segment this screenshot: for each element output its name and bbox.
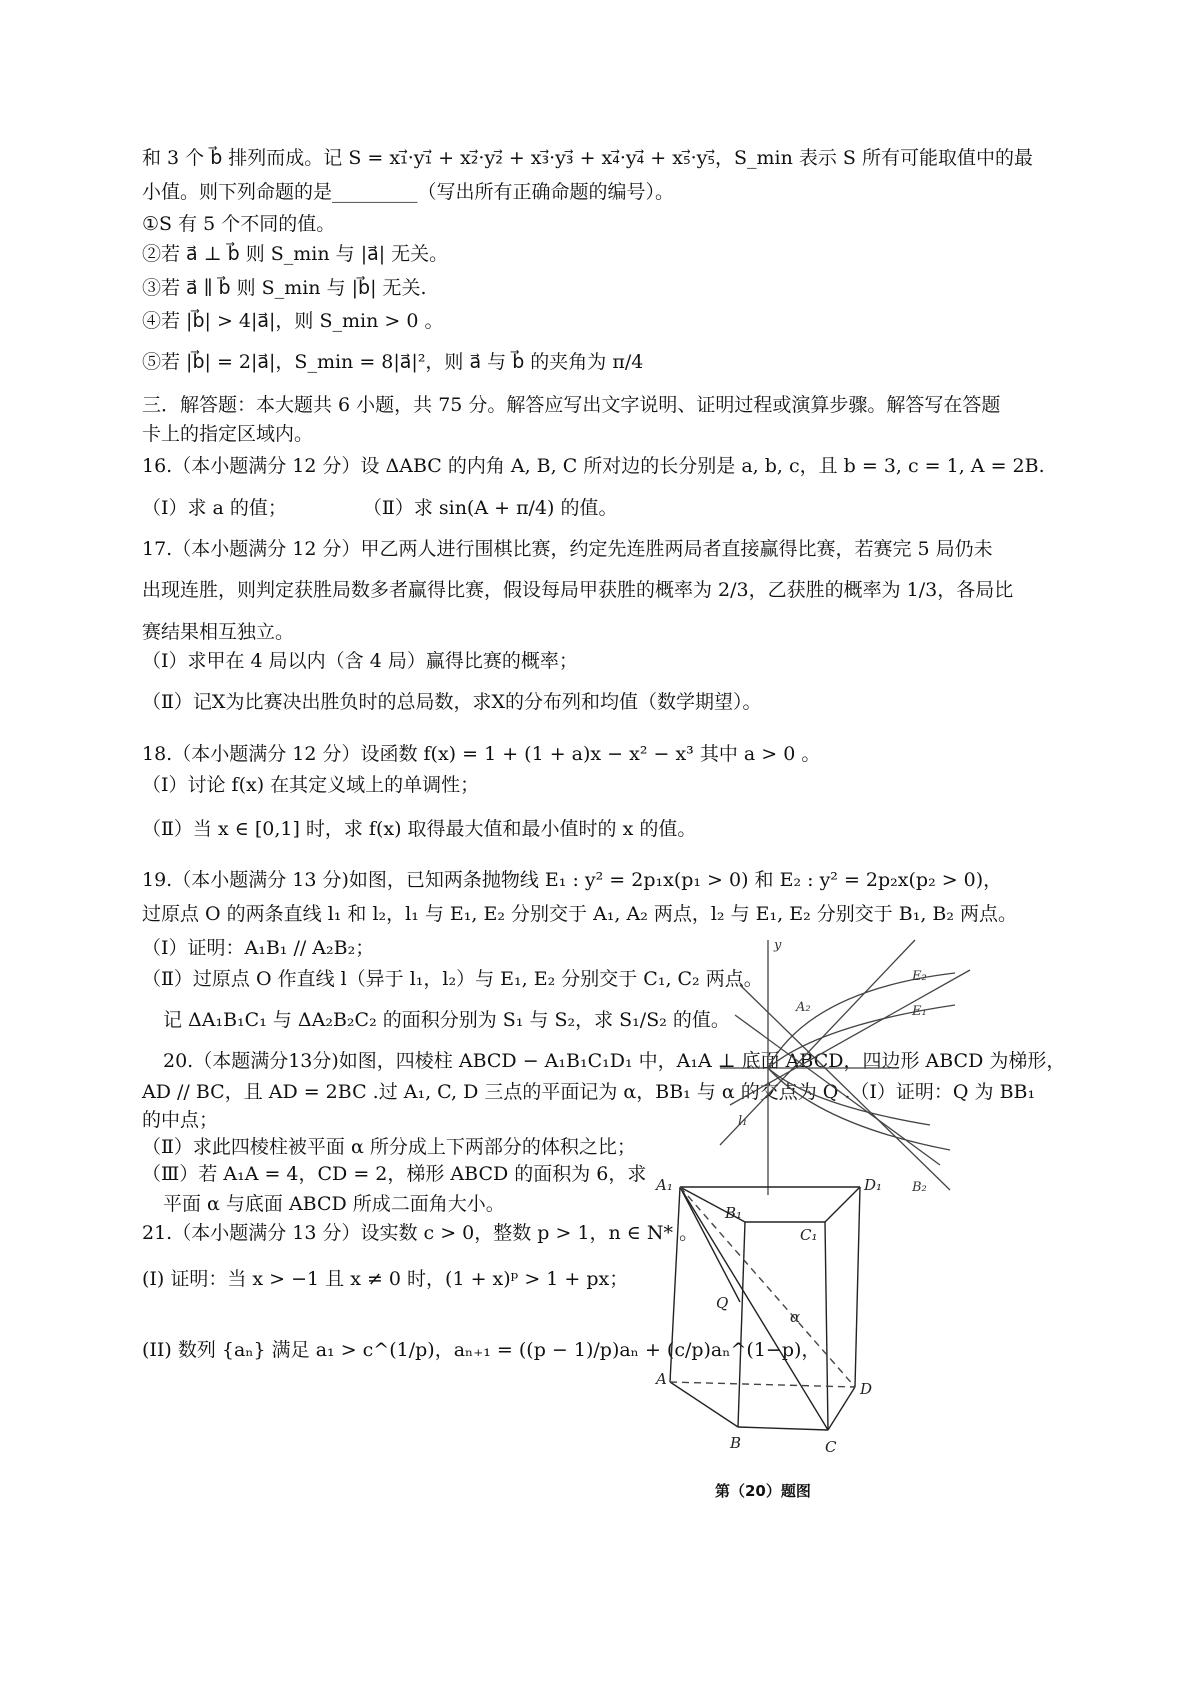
figure-20-caption: 第（20）题图 <box>715 1482 811 1500</box>
fig19-label-e1: E₁ <box>912 1004 927 1019</box>
q20-line-1: 20.（本题满分13分)如图，四棱柱 ABCD − A₁B₁C₁D₁ 中，A₁A ⊥ 底面 ABCD，四边形 ABCD 为梯形， <box>163 1050 1066 1072</box>
figure-20-prism <box>650 1162 920 1472</box>
q18-part-1: （Ⅰ）讨论 f(x) 在其定义域上的单调性； <box>142 774 480 796</box>
option-1: ①S 有 5 个不同的值。 <box>142 213 336 235</box>
q17-line-3: 赛结果相互独立。 <box>142 621 295 643</box>
q16: 16.（本小题满分 12 分）设 ΔABC 的内角 A, B, C 所对边的长分别是 a, b, c，且 b = 3, c = 1, A = 2B. <box>142 455 1045 477</box>
q16-subparts: （Ⅰ）求 a 的值； （Ⅱ）求 sin(A + π/4) 的值。 <box>142 497 618 519</box>
q21-part-1: (I) 证明：当 x > −1 且 x ≠ 0 时，(1 + x)ᵖ > 1 + px； <box>142 1268 629 1290</box>
fig19-label-l1: l₁ <box>738 1114 748 1129</box>
q20-line-2: AD // BC，且 AD = 2BC .过 A₁, C, D 三点的平面记为 α，BB₁ 与 α 的交点为 Q .（Ⅰ）证明：Q 为 BB₁ <box>142 1081 1036 1103</box>
fig20-label-d: D <box>860 1380 873 1398</box>
fig20-label-c: C <box>825 1438 837 1456</box>
q19-part-1: （Ⅰ）证明：A₁B₁ // A₂B₂； <box>142 937 375 959</box>
fig20-label-q: Q <box>716 1294 729 1312</box>
figure-19-parabolas <box>700 935 975 1200</box>
section-3-line-2: 卡上的指定区域内。 <box>142 423 314 445</box>
q21-part-2: (II) 数列 {aₙ} 满足 a₁ > c^(1/p)，aₙ₊₁ = ((p − 1)/p)aₙ + (c/p)aₙ^(1−p)， <box>142 1339 821 1361</box>
q20-part-2: （Ⅱ）求此四棱柱被平面 α 所分成上下两部分的体积之比； <box>142 1136 636 1158</box>
q19-line-2: 过原点 O 的两条直线 l₁ 和 l₂，l₁ 与 E₁, E₂ 分别交于 A₁, A₂ 两点，l₂ 与 E₁, E₂ 分别交于 B₁, B₂ 两点。 <box>142 903 1018 925</box>
fig20-label-alpha: α <box>790 1308 801 1326</box>
option-3: ③若 a⃗ ∥ b⃗ 则 S_min 与 |b⃗| 无关. <box>142 277 427 299</box>
fig20-label-a: A <box>656 1370 667 1388</box>
fig20-label-a1: A₁ <box>656 1176 673 1194</box>
q17-line-1: 17.（本小题满分 12 分）甲乙两人进行围棋比赛，约定先连胜两局者直接赢得比赛，若赛完 5 局仍未 <box>142 538 993 560</box>
fig19-label-b2: B₂ <box>912 1180 927 1195</box>
q20-line-3: 的中点； <box>142 1109 219 1131</box>
q17-line-2: 出现连胜，则判定获胜局数多者赢得比赛，假设每局甲获胜的概率为 2/3，乙获胜的概率为 1/3，各局比 <box>142 579 1014 601</box>
fig20-label-c1: C₁ <box>800 1226 818 1244</box>
q17-part-1: （Ⅰ）求甲在 4 局以内（含 4 局）赢得比赛的概率； <box>142 650 578 672</box>
q17-part-2: （Ⅱ）记X为比赛决出胜负时的总局数，求X的分布列和均值（数学期望）。 <box>142 691 762 713</box>
q18-part-2: （Ⅱ）当 x ∈ [0,1] 时，求 f(x) 取得最大值和最小值时的 x 的值。 <box>142 818 697 840</box>
q19-part-2: （Ⅱ）过原点 O 作直线 l（异于 l₁，l₂）与 E₁, E₂ 分别交于 C₁, C₂ 两点。 <box>142 968 763 990</box>
q20-part-3: （Ⅲ）若 A₁A = 4，CD = 2，梯形 ABCD 的面积为 6，求 <box>142 1163 647 1185</box>
section-3-line-1: 三．解答题：本大题共 6 小题，共 75 分。解答应写出文字说明、证明过程或演算步骤。解答写在答题 <box>142 394 1001 416</box>
fig19-label-e2: E₂ <box>912 969 927 984</box>
p15-line-2: 小值。则下列命题的是_________（写出所有正确命题的编号）。 <box>142 181 675 203</box>
fig19-label-a2: A₂ <box>796 1000 811 1015</box>
q19-line-3: 记 ΔA₁B₁C₁ 与 ΔA₂B₂C₂ 的面积分别为 S₁ 与 S₂，求 S₁/S₂ 的值。 <box>163 1009 730 1031</box>
option-4: ④若 |b⃗| > 4|a⃗|，则 S_min > 0 。 <box>142 310 444 332</box>
p15-line-1: 和 3 个 b⃗ 排列而成。记 S = x₁⃗·y₁⃗ + x₂⃗·y₂⃗ + x₃⃗·y₃⃗ + x₄⃗·y₄⃗ + x₅⃗·y₅⃗，S_min 表示 S 所有可能取值中的最 <box>142 147 1033 169</box>
fig20-label-b: B <box>730 1434 742 1452</box>
fig19-label-y: y <box>774 938 782 953</box>
q21: 21.（本小题满分 13 分）设实数 c > 0，整数 p > 1，n ∈ N* 。 <box>142 1222 699 1244</box>
q19-line-1: 19.（本小题满分 13 分)如图，已知两条抛物线 E₁ : y² = 2p₁x(p₁ > 0) 和 E₂ : y² = 2p₂x(p₂ > 0)， <box>142 869 1003 891</box>
q20-line-4: 平面 α 与底面 ABCD 所成二面角大小。 <box>163 1193 505 1215</box>
option-2: ②若 a⃗ ⊥ b⃗ 则 S_min 与 |a⃗| 无关。 <box>142 243 449 265</box>
fig20-label-b1: B₁ <box>725 1204 743 1222</box>
q18: 18.（本小题满分 12 分）设函数 f(x) = 1 + (1 + a)x − x² − x³ 其中 a > 0 。 <box>142 743 821 765</box>
fig20-label-d1: D₁ <box>864 1176 883 1194</box>
option-5: ⑤若 |b⃗| = 2|a⃗|，S_min = 8|a⃗|²，则 a⃗ 与 b⃗ 的夹角为 π/4 <box>142 351 644 373</box>
